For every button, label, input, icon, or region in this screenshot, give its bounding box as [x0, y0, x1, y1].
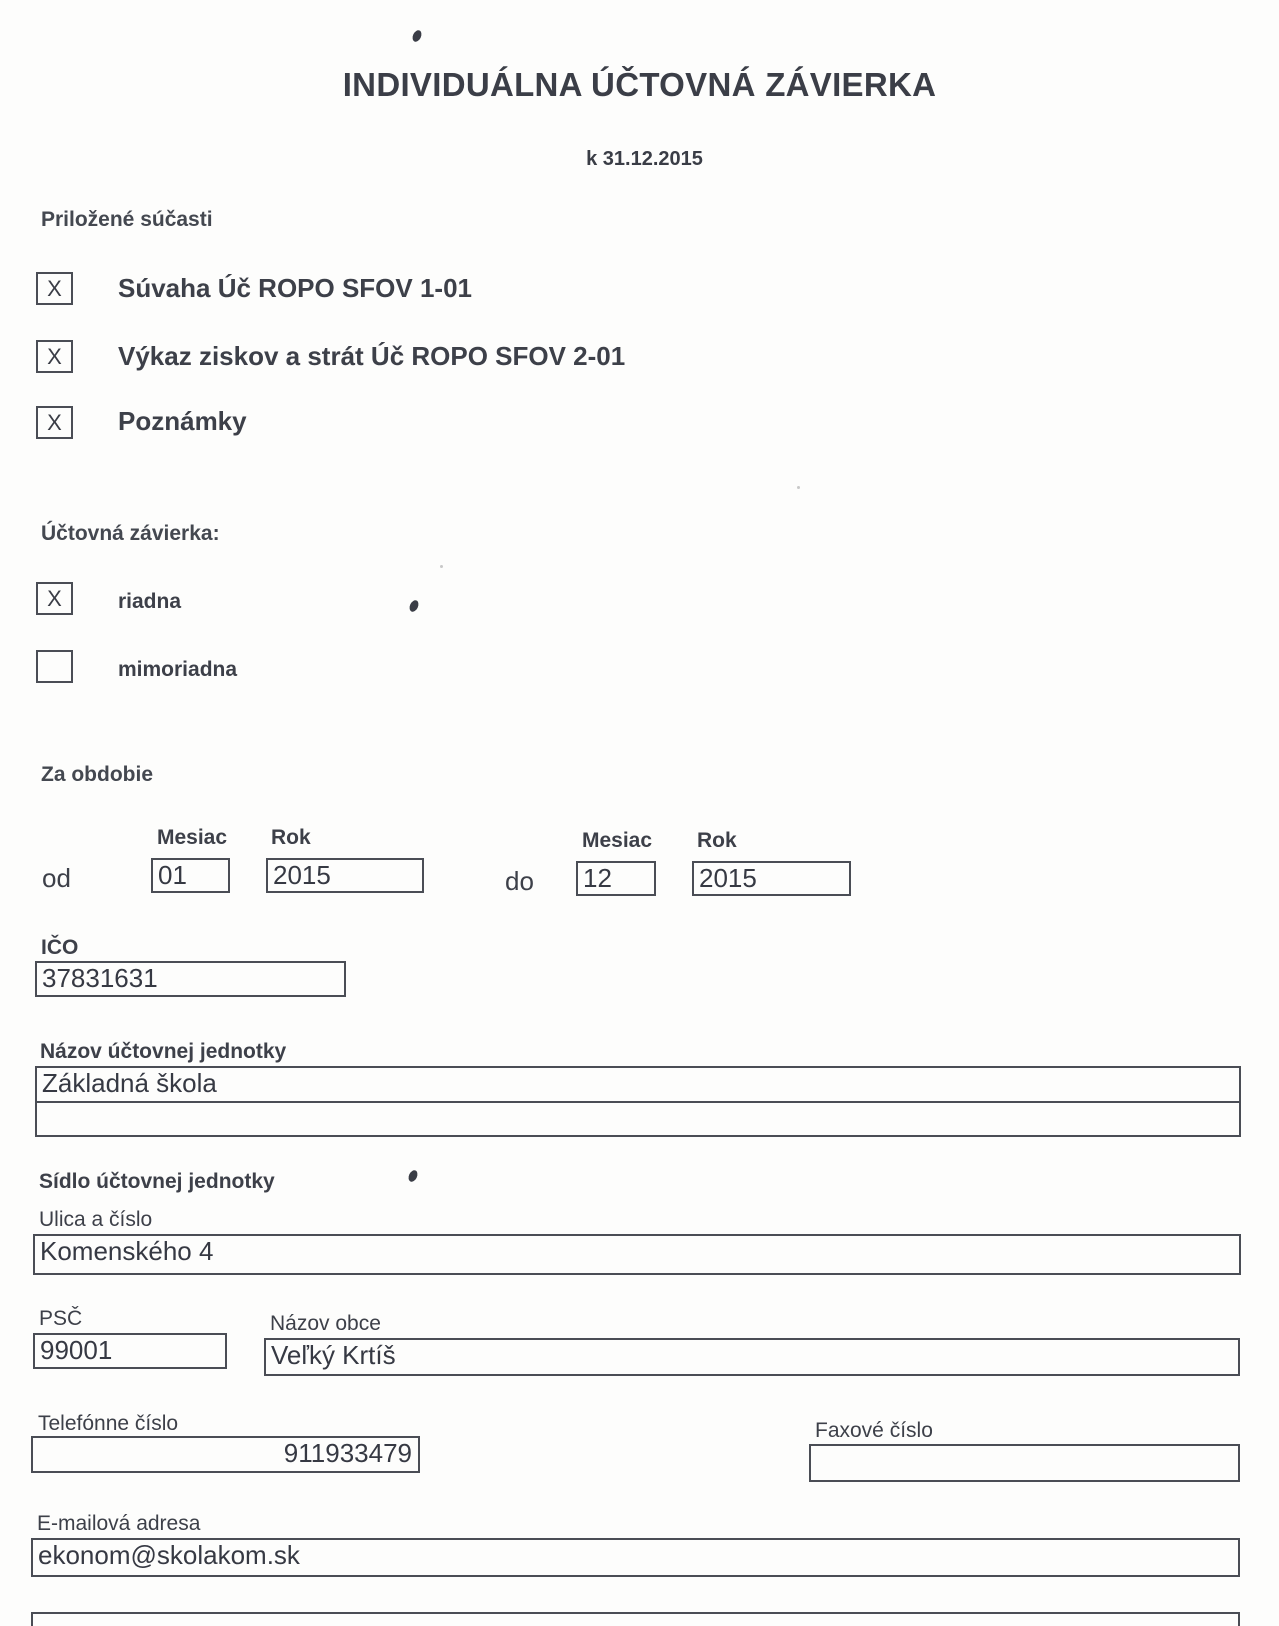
ico-field[interactable]: 37831631	[35, 961, 346, 997]
riadna-label: riadna	[118, 590, 182, 613]
to-month-label: Mesiac	[582, 829, 653, 852]
street-field[interactable]: Komenského 4	[33, 1234, 1241, 1275]
email-label: E-mailová adresa	[37, 1512, 201, 1535]
checkbox-mimoriadna[interactable]	[36, 650, 73, 683]
scan-speck	[408, 599, 420, 613]
suvaha-label: Súvaha Úč ROPO SFOV 1-01	[118, 273, 473, 303]
to-month-field[interactable]: 12	[576, 861, 656, 896]
fax-field[interactable]	[809, 1444, 1240, 1482]
closing-heading: Účtovná závierka:	[41, 522, 220, 545]
period-heading: Za obdobie	[41, 763, 153, 786]
vykaz-label: Výkaz ziskov a strát Úč ROPO SFOV 2-01	[118, 341, 626, 371]
to-year-field[interactable]: 2015	[692, 861, 851, 896]
from-year-field[interactable]: 2015	[266, 858, 424, 893]
psc-field[interactable]: 99001	[33, 1333, 227, 1369]
document-date: k 31.12.2015	[586, 148, 703, 170]
name-line2-field[interactable]	[35, 1101, 1241, 1137]
to-label: do	[505, 866, 534, 896]
checkbox-suvaha[interactable]: X	[36, 272, 73, 305]
email-field[interactable]: ekonom@skolakom.sk	[31, 1538, 1240, 1577]
name-label: Názov účtovnej jednotky	[40, 1040, 287, 1063]
scan-speck	[411, 29, 423, 43]
from-month-label: Mesiac	[157, 826, 228, 849]
attached-heading: Priložené súčasti	[41, 208, 213, 231]
poznamky-label: Poznámky	[118, 406, 247, 436]
scan-dot	[440, 565, 443, 568]
scan-dot	[797, 486, 800, 489]
checkbox-poznamky[interactable]: X	[36, 406, 73, 439]
from-label: od	[42, 863, 71, 893]
phone-field[interactable]: 911933479	[31, 1436, 420, 1473]
city-field[interactable]: Veľký Krtíš	[264, 1338, 1240, 1376]
psc-label: PSČ	[39, 1307, 83, 1330]
street-label: Ulica a číslo	[39, 1208, 153, 1231]
to-year-label: Rok	[697, 829, 737, 852]
checkbox-riadna[interactable]: X	[36, 582, 73, 615]
document-title: INDIVIDUÁLNA ÚČTOVNÁ ZÁVIERKA	[342, 66, 937, 103]
from-year-label: Rok	[271, 826, 311, 849]
ico-label: IČO	[41, 936, 79, 959]
next-field-edge	[31, 1612, 1240, 1626]
mimoriadna-label: mimoriadna	[118, 658, 238, 681]
seat-heading: Sídlo účtovnej jednotky	[39, 1170, 275, 1193]
name-line1-field[interactable]: Základná škola	[35, 1066, 1241, 1103]
from-month-field[interactable]: 01	[151, 858, 230, 893]
phone-label: Telefónne číslo	[38, 1412, 179, 1435]
scan-speck	[407, 1169, 419, 1183]
city-label: Názov obce	[270, 1312, 381, 1335]
fax-label: Faxové číslo	[815, 1419, 933, 1442]
checkbox-vykaz[interactable]: X	[36, 340, 73, 373]
